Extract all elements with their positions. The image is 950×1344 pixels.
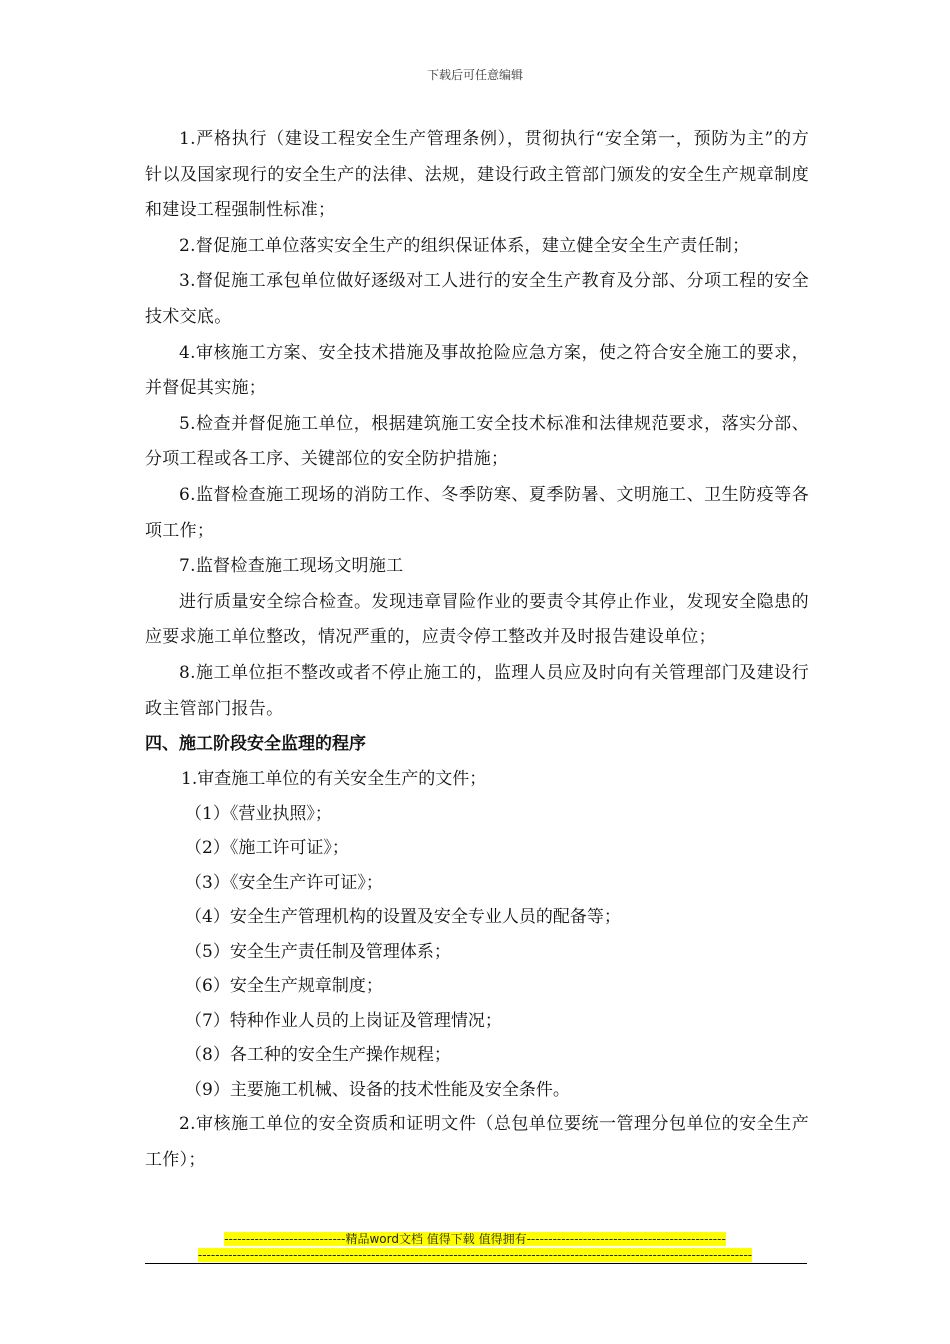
paragraph-4: 4.审核施工方案、安全技术措施及事故抢险应急方案，使之符合安全施工的要求，并督促其实施； — [145, 342, 809, 399]
step-1-item: （1）《营业执照》； — [185, 803, 332, 824]
paragraph-2: 2.督促施工单位落实安全生产的组织保证体系，建立健全安全生产责任制； — [179, 235, 750, 256]
paragraph-5: 5.检查并督促施工单位，根据建筑施工安全技术标准和法律规范要求，落实分部、分项工程或各工序、关键部位的安全防护措施； — [145, 413, 809, 470]
step-1-item: （2）《施工许可证》； — [185, 838, 349, 859]
step-1-item: （8）各工种的安全生产操作规程； — [185, 1045, 451, 1066]
footer-dashes-text: -------------------------------------------------------------------------------------------------------------------------------- — [197, 1248, 753, 1262]
step-1-item: （7）特种作业人员的上岗证及管理情况； — [185, 1010, 502, 1031]
paragraph-3: 3.督促施工承包单位做好逐级对工人进行的安全生产教育及分部、分项工程的安全技术交底。 — [145, 271, 809, 327]
step-1-item: （4）安全生产管理机构的设置及安全专业人员的配备等； — [185, 907, 621, 928]
paragraph-7-detail: 进行质量安全综合检查。发现违章冒险作业的要责令其停止作业，发现安全隐患的应要求施工单位整改，情况严重的，应责令停工整改并及时报告建设单位； — [145, 591, 809, 648]
footer-rule — [145, 1263, 807, 1264]
footer-banner-text: ----------------------------精品word文档 值得下载 值得拥有---------------------------------------------- — [224, 1232, 726, 1246]
paragraph-8: 8.施工单位拒不整改或者不停止施工的，监理人员应及时向有关管理部门及建设行政主管部门报告。 — [145, 662, 809, 719]
paragraph-6: 6.监督检查施工现场的消防工作、冬季防寒、夏季防暑、文明施工、卫生防疫等各项工作； — [145, 484, 809, 541]
paragraph-7: 7.监督检查施工现场文明施工 — [179, 556, 404, 577]
step-1-item: （6）安全生产规章制度； — [185, 976, 383, 997]
section-heading: 四、施工阶段安全监理的程序 — [145, 734, 366, 755]
paragraph-1: 1.严格执行（建设工程安全生产管理条例），贯彻执行“安全第一，预防为主”的方针以及国家现行的安全生产的法律、法规，建设行政主管部门颁发的安全生产规章制度和建设工程强制性标准； — [145, 129, 809, 221]
step-1: 1.审查施工单位的有关安全生产的文件； — [181, 769, 487, 790]
step-2: 2.审核施工单位的安全资质和证明文件（总包单位要统一管理分包单位的安全生产工作）； — [145, 1114, 809, 1170]
step-1-item: （5）安全生产责任制及管理体系； — [185, 941, 451, 962]
document-body — [145, 122, 809, 1178]
footer-dashes — [0, 1244, 950, 1263]
step-1-item: （3）《安全生产许可证》； — [185, 872, 383, 893]
header-note: 下载后可任意编辑 — [426, 68, 523, 82]
step-1-item: （9）主要施工机械、设备的技术性能及安全条件。 — [185, 1079, 570, 1100]
